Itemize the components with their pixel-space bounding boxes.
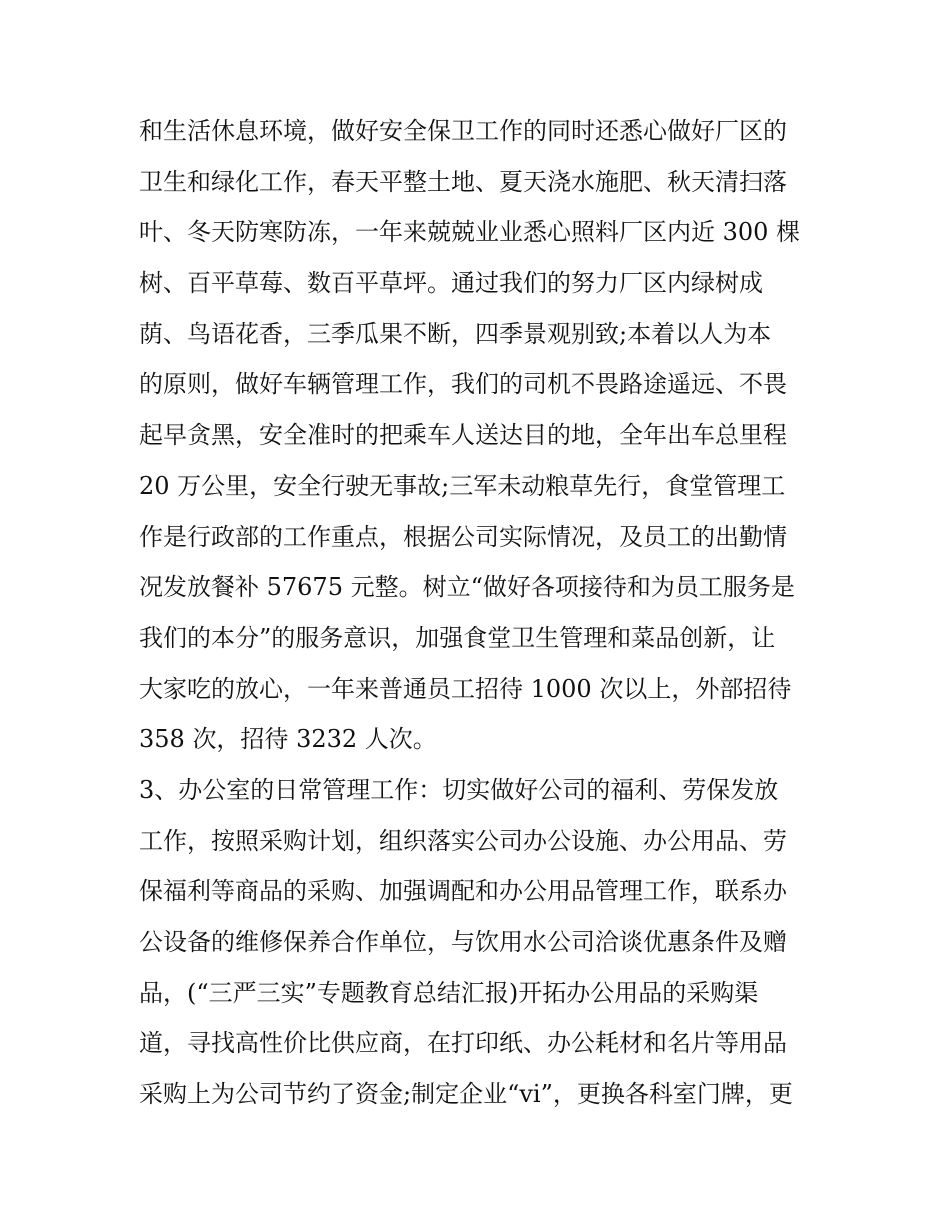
- text-line: 荫、鸟语花香，三季瓜果不断，四季景观别致;本着以人为本: [139, 319, 772, 348]
- text-line: 20 万公里，安全行驶无事故;三军未动粮草先行，食堂管理工: [139, 471, 786, 500]
- text-line: 358 次，招待 3232 人次。: [139, 725, 437, 754]
- text-line: 品，(“三严三实”专题教育总结汇报)开拓办公用品的采购渠: [139, 978, 759, 1007]
- text-line: 保福利等商品的采购、加强调配和办公用品管理工作，联系办: [139, 877, 787, 906]
- text-line: 道，寻找高性价比供应商，在打印纸、办公耗材和名片等用品: [139, 1029, 787, 1058]
- document-body: [139, 106, 819, 1120]
- text-line: 起早贪黑，安全准时的把乘车人送达目的地，全年出车总里程: [139, 421, 787, 450]
- text-line: 作是行政部的工作重点，根据公司实际情况，及员工的出勤情: [139, 522, 787, 551]
- text-line: 叶、冬天防寒防冻，一年来兢兢业业悉心照料厂区内近 300 棵: [139, 218, 801, 247]
- text-line: 卫生和绿化工作，春天平整土地、夏天浇水施肥、秋天清扫落: [139, 167, 787, 196]
- text-line: 采购上为公司节约了资金;制定企业“vi”，更换各科室门牌，更: [139, 1080, 793, 1109]
- text-line: 工作，按照采购计划，组织落实公司办公设施、办公用品、劳: [139, 826, 787, 855]
- text-line: 公设备的维修保养合作单位，与饮用水公司洽谈优惠条件及赠: [139, 928, 787, 956]
- text-line: 树、百平草莓、数百平草坪。通过我们的努力厂区内绿树成: [139, 269, 763, 298]
- text-line: 和生活休息环境，做好安全保卫工作的同时还悉心做好厂区的: [139, 117, 787, 145]
- text-line: 况发放餐补 57675 元整。树立“做好各项接待和为员工服务是: [139, 573, 795, 602]
- text-line: 我们的本分”的服务意识，加强食堂卫生管理和菜品创新，让: [139, 623, 776, 652]
- text-line: 大家吃的放心，一年来普通员工招待 1000 次以上，外部招待: [139, 674, 792, 703]
- text-line: 的原则，做好车辆管理工作，我们的司机不畏路途遥远、不畏: [139, 370, 787, 399]
- text-line: 3、办公室的日常管理工作：切实做好公司的福利、劳保发放: [139, 775, 779, 804]
